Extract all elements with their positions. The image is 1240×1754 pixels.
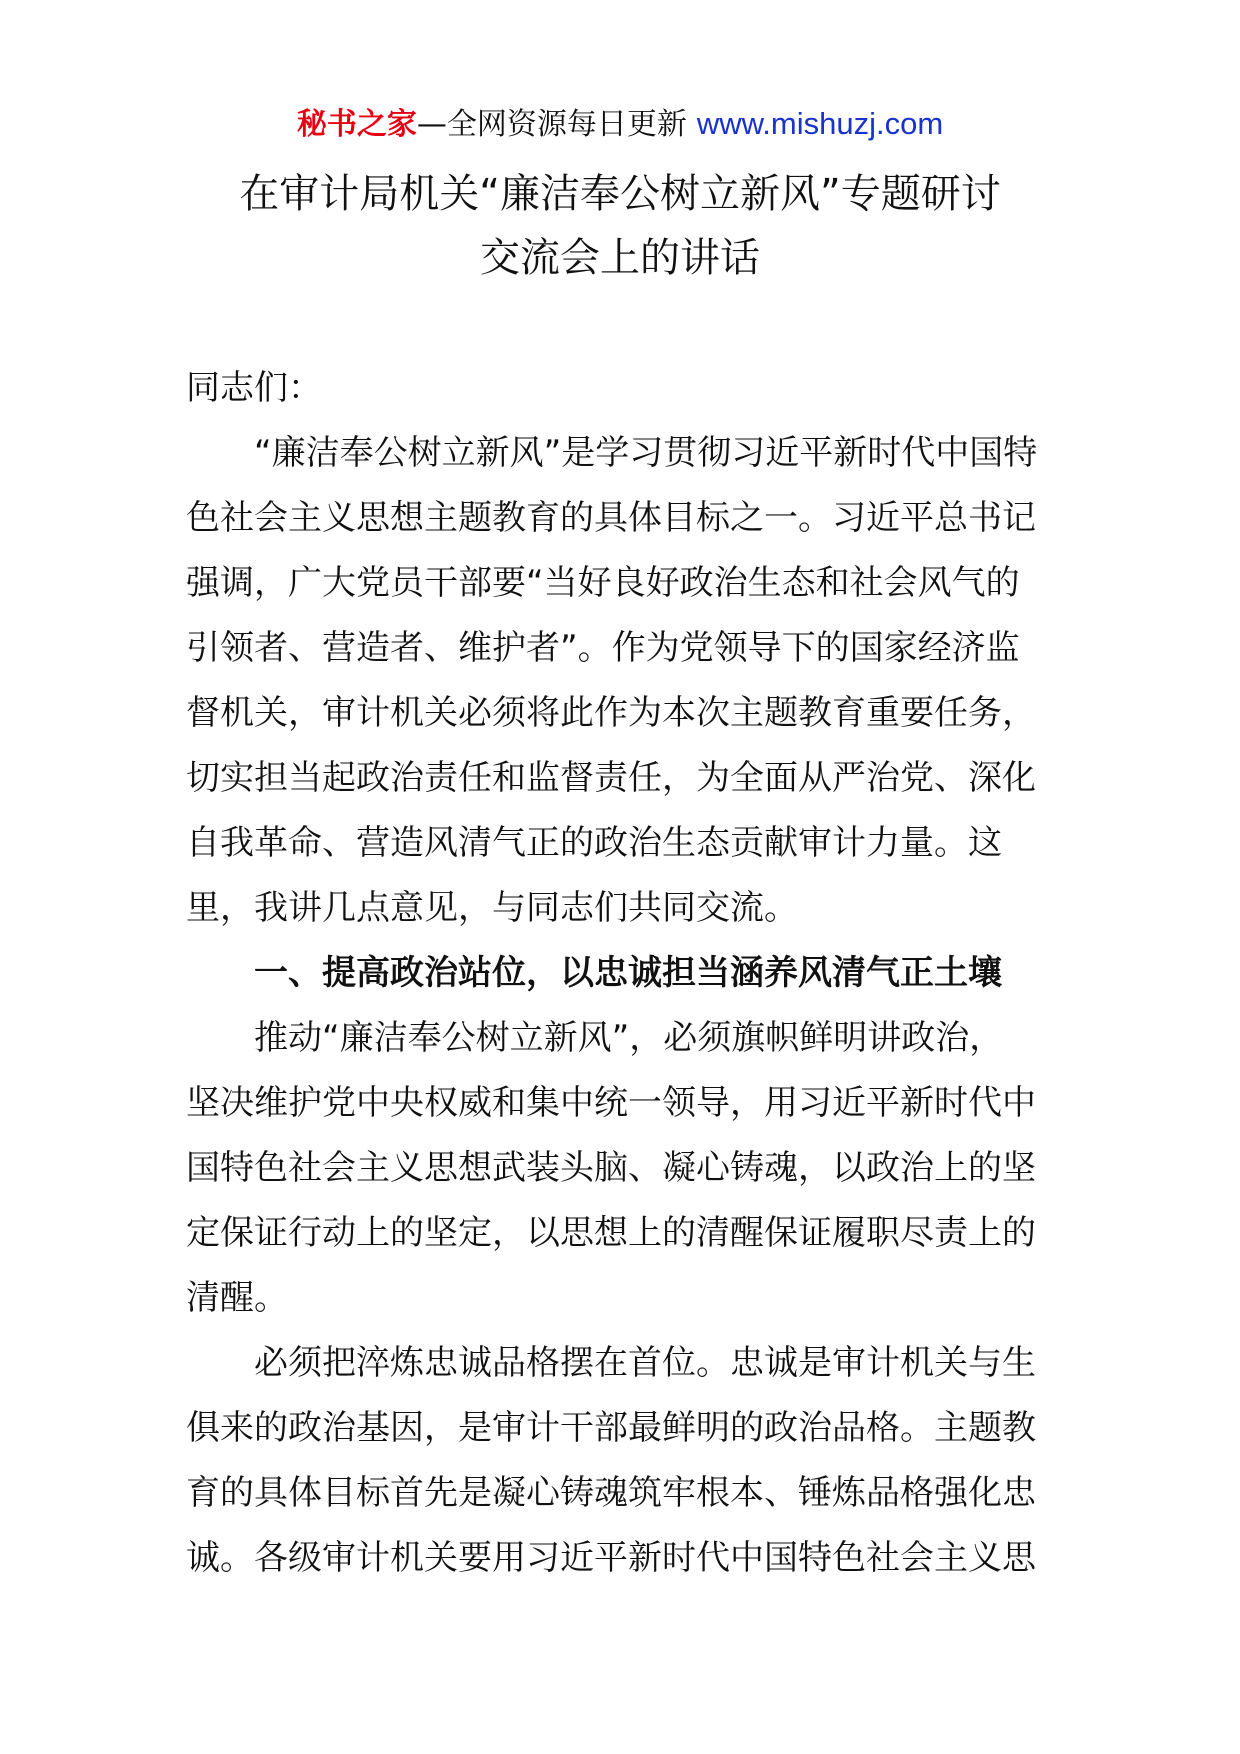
paragraph-line: 诚。各级审计机关要用习近平新时代中国特色社会主义思 bbox=[186, 1538, 1036, 1578]
paragraph-line: 切实担当起政治责任和监督责任，为全面从严治党、深化 bbox=[186, 758, 1036, 798]
paragraph-line: 推动“廉洁奉公树立新风”，必须旗帜鲜明讲政治， bbox=[254, 1018, 1004, 1058]
section-heading: 一、提高政治站位，以忠诚担当涵养风清气正土壤 bbox=[254, 953, 1002, 993]
salutation: 同志们： bbox=[186, 368, 322, 408]
paragraph-line: 自我革命、营造风清气正的政治生态贡献审计力量。这 bbox=[186, 823, 1002, 863]
title-line-2: 交流会上的讲话 bbox=[480, 235, 760, 281]
document-body bbox=[186, 356, 1064, 1591]
paragraph-line: 强调，广大党员干部要“当好良好政治生态和社会风气的 bbox=[186, 563, 1020, 603]
paragraph-line: 必须把淬炼忠诚品格摆在首位。忠诚是审计机关与生 bbox=[254, 1343, 1036, 1383]
paragraph-line: 育的具体目标首先是凝心铸魂筑牢根本、锤炼品格强化忠 bbox=[186, 1473, 1036, 1513]
paragraph-line: 坚决维护党中央权威和集中统一领导，用习近平新时代中 bbox=[186, 1083, 1036, 1123]
paragraph-line: 色社会主义思想主题教育的具体目标之一。习近平总书记 bbox=[186, 498, 1036, 538]
site-brand: 秘书之家 bbox=[296, 107, 417, 142]
paragraph-line: 督机关，审计机关必须将此作为本次主题教育重要任务， bbox=[186, 693, 1036, 733]
paragraph-line: 俱来的政治基因，是审计干部最鲜明的政治品格。主题教 bbox=[186, 1408, 1036, 1448]
site-tagline: —全网资源每日更新 bbox=[416, 107, 687, 142]
paragraph-line: 引领者、营造者、维护者”。作为党领导下的国家经济监 bbox=[186, 628, 1020, 668]
paragraph-line: 定保证行动上的坚定，以思想上的清醒保证履职尽责上的 bbox=[186, 1213, 1036, 1253]
title-line-1: 在审计局机关“廉洁奉公树立新风”专题研讨 bbox=[239, 171, 1001, 217]
paragraph-line: 清醒。 bbox=[186, 1278, 288, 1318]
paragraph-line: 国特色社会主义思想武装头脑、凝心铸魂，以政治上的坚 bbox=[186, 1148, 1036, 1188]
document-title bbox=[150, 162, 1090, 290]
paragraph-line: “廉洁奉公树立新风”是学习贯彻习近平新时代中国特 bbox=[254, 433, 1038, 473]
paragraph-line: 里，我讲几点意见，与同志们共同交流。 bbox=[186, 888, 798, 928]
site-url-link[interactable]: www.mishuzj.com bbox=[696, 106, 944, 141]
site-header bbox=[0, 102, 1240, 147]
